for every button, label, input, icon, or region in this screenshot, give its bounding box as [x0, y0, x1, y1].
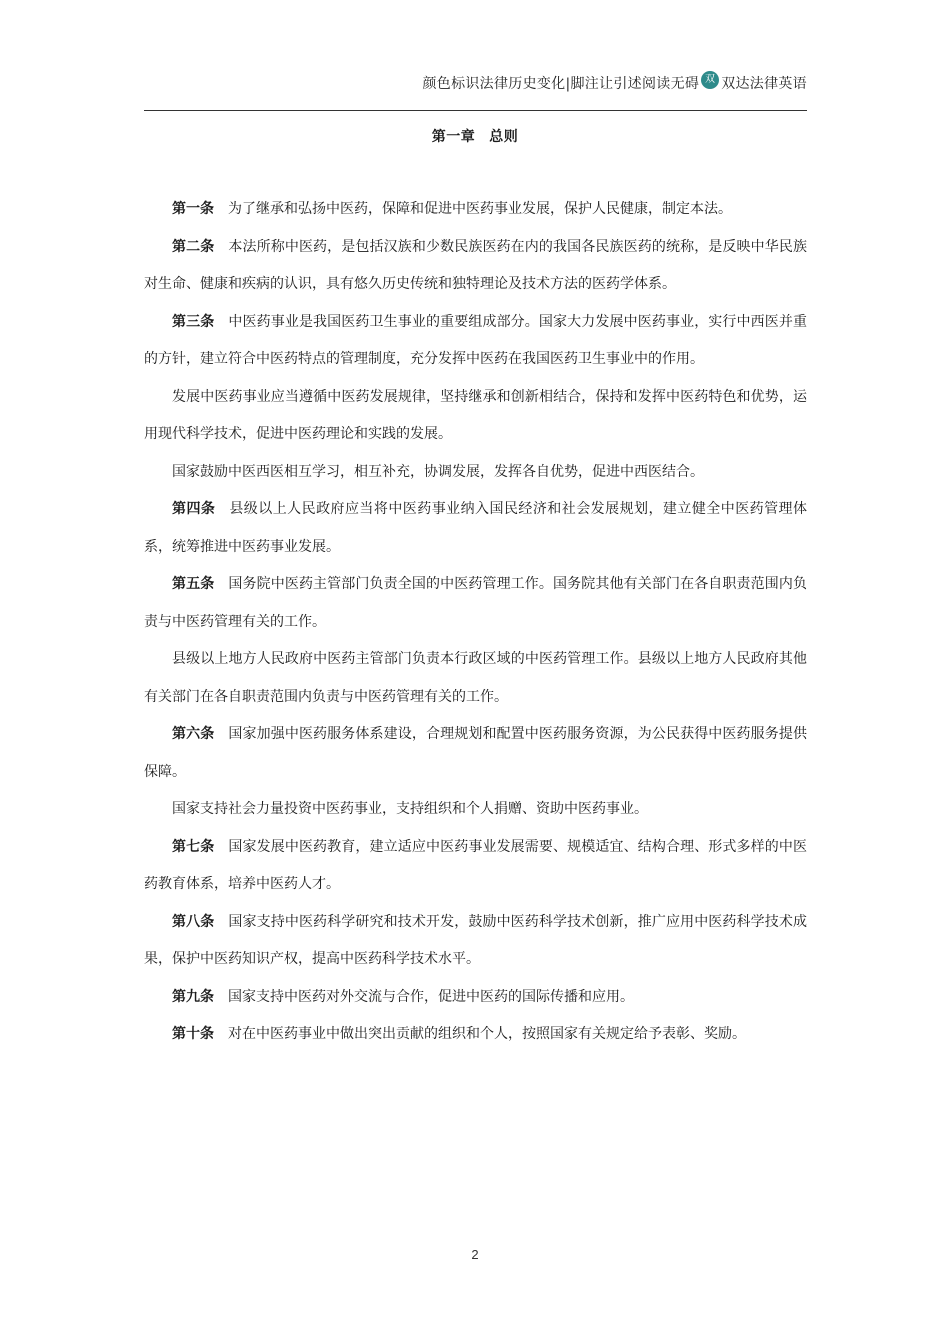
article-text: 为了继承和弘扬中医药，保障和促进中医药事业发展，保护人民健康，制定本法。 [228, 201, 732, 217]
header-left-text: 颜色标识法律历史变化|脚注让引述阅读无碍 [422, 76, 700, 92]
article-text: 国家支持中医药对外交流与合作，促进中医药的国际传播和应用。 [228, 988, 634, 1005]
article-paragraph [144, 191, 807, 229]
article-number: 第九条 [172, 988, 214, 1005]
article-paragraph [144, 979, 807, 1017]
article-text: 发展中医药事业应当遵循中医药发展规律，坚持继承和创新相结合，保持和发挥中医药特色和优势，运用现代科学技术，促进中医药理论和实践的发展。 [144, 388, 807, 442]
article-number: 第八条 [172, 913, 215, 930]
article-paragraph [144, 1016, 807, 1054]
continuation-paragraph [144, 791, 807, 829]
article-number: 第六条 [172, 726, 215, 742]
article-text: 国务院中医药主管部门负责全国的中医药管理工作。国务院其他有关部门在各自职责范围内负责与中医药管理有关的工作。 [144, 576, 808, 630]
article-text: 国家支持中医药科学研究和技术开发，鼓励中医药科学技术创新，推广应用中医药科学技术成果，保护中医药知识产权，提高中医药科学技术水平。 [144, 913, 808, 967]
article-paragraph [144, 904, 807, 979]
article-number: 第一条 [172, 201, 214, 217]
continuation-paragraph [144, 454, 807, 492]
article-paragraph [144, 229, 807, 304]
page-header [144, 70, 807, 111]
article-paragraph [144, 304, 807, 379]
article-text: 本法所称中医药，是包括汉族和少数民族医药在内的我国各民族医药的统称，是反映中华民族对生命、健康和疾病的认识，具有悠久历史传统和独特理论及技术方法的医药学体系。 [144, 238, 808, 292]
article-text: 县级以上地方人民政府中医药主管部门负责本行政区域的中医药管理工作。县级以上地方人民政府其他有关部门在各自职责范围内负责与中医药管理有关的工作。 [144, 651, 807, 705]
article-number: 第四条 [172, 501, 216, 517]
article-paragraph [144, 716, 807, 791]
continuation-paragraph [144, 379, 807, 454]
chapter-title [0, 126, 950, 146]
article-number: 第二条 [172, 238, 215, 255]
article-paragraph [144, 829, 807, 904]
article-text: 县级以上人民政府应当将中医药事业纳入国民经济和社会发展规划，建立健全中医药管理体系，统筹推进中医药事业发展。 [144, 501, 807, 555]
article-paragraph [144, 566, 807, 641]
article-paragraph [144, 491, 807, 566]
chapter-name: 总则 [489, 129, 519, 145]
brand-logo-icon: 双 [701, 71, 719, 89]
article-number: 第五条 [172, 576, 215, 592]
article-text: 国家发展中医药教育，建立适应中医药事业发展需要、规模适宜、结构合理、形式多样的中医药教育体系，培养中医药人才。 [144, 838, 808, 892]
article-text: 国家加强中医药服务体系建设，合理规划和配置中医药服务资源，为公民获得中医药服务提供保障。 [144, 726, 808, 780]
article-text: 中医药事业是我国医药卫生事业的重要组成部分。国家大力发展中医药事业，实行中西医并重的方针，建立符合中医药特点的管理制度，充分发挥中医药在我国医药卫生事业中的作用。 [144, 313, 808, 367]
article-text: 对在中医药事业中做出突出贡献的组织和个人，按照国家有关规定给予表彰、奖励。 [228, 1026, 746, 1042]
article-text: 国家支持社会力量投资中医药事业，支持组织和个人捐赠、资助中医药事业。 [172, 801, 648, 817]
document-body [144, 191, 807, 1054]
header-brand-name: 双达法律英语 [721, 76, 807, 92]
article-text: 国家鼓励中医西医相互学习，相互补充，协调发展，发挥各自优势，促进中西医结合。 [172, 463, 704, 480]
continuation-paragraph [144, 641, 807, 716]
article-number: 第三条 [172, 313, 215, 330]
header-tagline [422, 73, 807, 93]
chapter-number: 第一章 [431, 129, 476, 145]
article-number: 第十条 [172, 1026, 214, 1042]
article-number: 第七条 [172, 838, 215, 855]
page-number: 2 [471, 1247, 479, 1262]
